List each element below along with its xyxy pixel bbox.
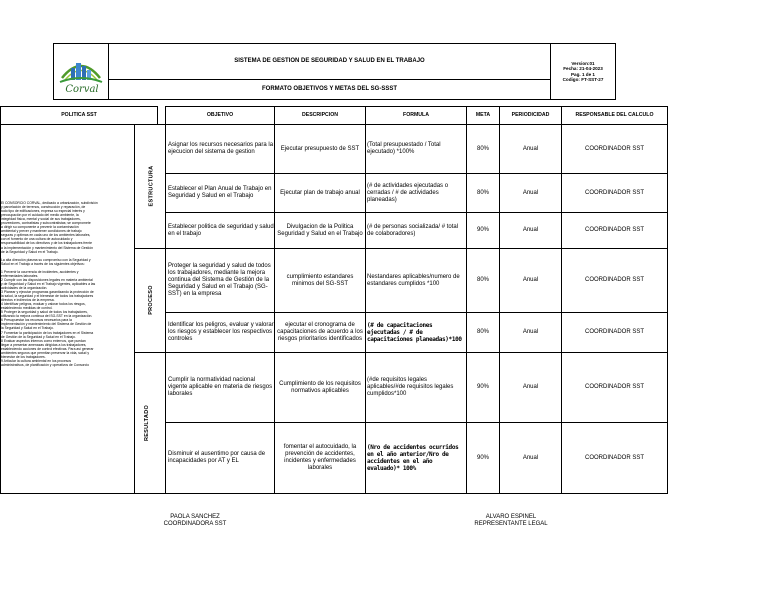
page-number: Pag. 1 de 1 (570, 71, 595, 77)
row-4-responsible: COORDINADOR SST (561, 248, 668, 313)
row-1-periodicity: Anual (499, 124, 562, 174)
date: Fecha: 21-04-2023 (563, 66, 603, 72)
row-6-goal: 90% (466, 352, 500, 423)
row-4-formula: Nestandares aplicables/numero de estandares cumplidos *100 (365, 248, 467, 313)
row-5-goal: 80% (466, 312, 500, 353)
row-7-periodicity: Anual (499, 422, 562, 494)
logo-cell (53, 43, 109, 100)
signature-name: ALVARO ESPINEL (485, 514, 537, 520)
row-7-objective: Disminuir el ausentimo por causa de incapacidades por AT y EL (165, 422, 275, 494)
row-3-responsible: COORDINADOR SST (561, 212, 668, 249)
row-2-periodicity: Anual (499, 173, 562, 213)
row-6-responsible: COORDINADOR SST (561, 352, 668, 423)
row-3-description: Divulgacion de la Politica Seguridad y Salud en el Trabajo (274, 212, 366, 249)
row-7-description: fomentar el autocuidado, la prevención de accidentes, incidentes y enfermedades laborales (274, 422, 366, 494)
format-title: FORMATO OBJETIVOS Y METAS DEL SG-SSST (108, 79, 551, 100)
section-resultado: RESULTADO (144, 404, 151, 442)
row-2-objective: Establecer el Plan Anual de Trabajo en Seguridad y Salud en el Trabajo (165, 173, 275, 213)
col-objective: OBJETIVO (165, 106, 275, 125)
row-5-responsible: COORDINADOR SST (561, 312, 668, 353)
col-formula: FORMULA (365, 106, 467, 125)
section-estructura: ESTRUCTURA (148, 165, 155, 207)
row-2-description: Ejecutar plan de trabajo anual (274, 173, 366, 213)
section-proceso: PROCESO (147, 285, 154, 315)
row-6-objective: Cumplir la normatividad nacional vigente aplicable en materia de riesgos laborales (165, 352, 275, 423)
version: Version:01 (571, 60, 595, 66)
row-3-objective: Establecer politica de seguridad y salud en el trabajo (165, 212, 275, 249)
row-7-responsible: COORDINADOR SST (561, 422, 668, 494)
row-4-description: cumplimiento estandares minimos del SG-SST (274, 248, 366, 313)
policy-text: El CONSORCIO CORVAL, dedicado a urbanización, subdivisión y parcelación de terrenos, construcción y reparación, de todo tipo de edificaciones, expresa su especial interés y preocupación por el cuidado del medio ambiente, la integridad física, mental y social de sus trabajadores, proveedores, contratistas y subcontratistas; se compromete a dirigir su componente a prevenir la contaminación ambiental y prever y mantener condiciones de trabajo seguras y optimas en cada uno de los ambientes laborales, con el fomento de una cultura de autocuidado y responsabilidad de los directivos y de los trabajadores frente a la implementación y mantenimiento del Sistema de Gestión de la Seguridad y Salud en el Trabajo. La alta dirección plasma su compromiso con la Seguridad y Salud en el Trabajo a través de los siguientes objetivos: 1 Prevenir la ocurrencia de incidentes, accidentes y enfermedades laborales. 2 Cumplir con las disposiciones legales en materia ambiental y de Seguridad y Salud en el Trabajo vigentes, aplicables a las actividades de la organización. 3 Planear y ejecutar programas garantizando la protección de la salud, la seguridad y el bienestar de todos los trabajadores directos e indirectos de la empresa. 4 Identificar peligros, evaluar y valorar todos los riesgos, estableciendo medidas de control. 5 Proteger la seguridad y salud de todos los trabajadores, utilizando la mejora continua del SG-SST en la organización. 6 Presupuestar los recursos necesarios para la implementación y mantenimiento del Sistema de Gestión de la Seguridad y Salud en el Trabajo. 7 Fomentar la participación de los trabajadores en el Sistema de Gestión de la Seguridad y Salud en el Trabajo. 8 Evaluar aspectos internos como externos, que puedan llegar a presentar amenazas dirigidas a los trabajadores, estableciendo acciones de control efectivas. Para así generar ambientes seguros que permitan preservar la vida, salud y bienestar de los trabajadores. 9 Articular la cultura ambiental en los procesos administrativos, de planificación y operativos de Consorcio (1, 201, 98, 367)
row-6-description: Cumplimiento de los requisitos normativos aplicables (274, 352, 366, 423)
row-1-goal: 80% (466, 124, 500, 174)
row-2-goal: 80% (466, 173, 500, 213)
row-7-goal: 90% (466, 422, 500, 494)
row-3-periodicity: Anual (499, 212, 562, 249)
document-code: Codigo: FT-SST-27 (562, 76, 604, 82)
row-1-responsible: COORDINADOR SST (561, 124, 668, 174)
col-goal: META (466, 106, 500, 125)
row-5-formula: (# de capacitaciones ejecutadas / # de capacitaciones planeadas)*100 (365, 312, 467, 353)
row-1-description: Ejecutar presupuesto de SST (274, 124, 366, 174)
row-3-formula: (# de personas socializada/ # total de colaboradores) (365, 212, 467, 249)
row-4-periodicity: Anual (499, 248, 562, 313)
row-4-objective: Proteger la seguridad y salud de todos los trabajadores, mediante la mejora continua del Sistema de Gestión de la Seguridad y Salud en el Trabajo (SG-SST) en la empresa (165, 248, 275, 313)
row-6-formula: (#de requisitos legales aplicables/#de requisitos legales cumplidos*100 (365, 352, 467, 423)
signature-coordinator (140, 514, 250, 528)
logo-text: Corval (65, 84, 99, 95)
row-5-periodicity: Anual (499, 312, 562, 353)
document-control-box (550, 43, 616, 100)
signature-legal-rep (456, 514, 566, 528)
row-6-periodicity: Anual (499, 352, 562, 423)
row-5-description: ejecutar el cronograma de capacitaciones de acuerdo a los riesgos prioritarios identificados (274, 312, 366, 353)
row-5-objective: Identificar los peligros, evaluar y valorar los riesgos y establecer los respectivos controles (165, 312, 275, 353)
row-1-formula: (Total presupuestado / Total ejecutado) *100% (365, 124, 467, 174)
row-3-goal: 90% (466, 212, 500, 249)
signature-name: PAOLA SANCHEZ (170, 514, 220, 520)
signature-role: COORDINADORA SST (163, 521, 227, 527)
row-2-responsible: COORDINADOR SST (561, 173, 668, 213)
col-description: DESCRIPCION (274, 106, 366, 125)
signature-role: REPRESENTANTE LEGAL (474, 521, 548, 527)
col-policy: POLITICA SST (0, 106, 158, 125)
row-4-goal: 80% (466, 248, 500, 313)
system-title: SISTEMA DE GESTION DE SEGURIDAD Y SALUD EN EL TRABAJO (108, 43, 551, 80)
col-responsible: RESPONSABLE DEL CALCULO (561, 106, 668, 125)
col-periodicity: PERIODICIDAD (499, 106, 562, 125)
row-2-formula: (# de actividades ejecutadas o cerradas / # de actividades planeadas) (365, 173, 467, 213)
row-1-objective: Asignar los recursos necesarios para la ejecucion del sistema de gestion (165, 124, 275, 174)
row-7-formula: (Nro de accidentes ocurridos en el año anterior/Nro de accidentes en el año evaluado)* 100% (365, 422, 467, 494)
